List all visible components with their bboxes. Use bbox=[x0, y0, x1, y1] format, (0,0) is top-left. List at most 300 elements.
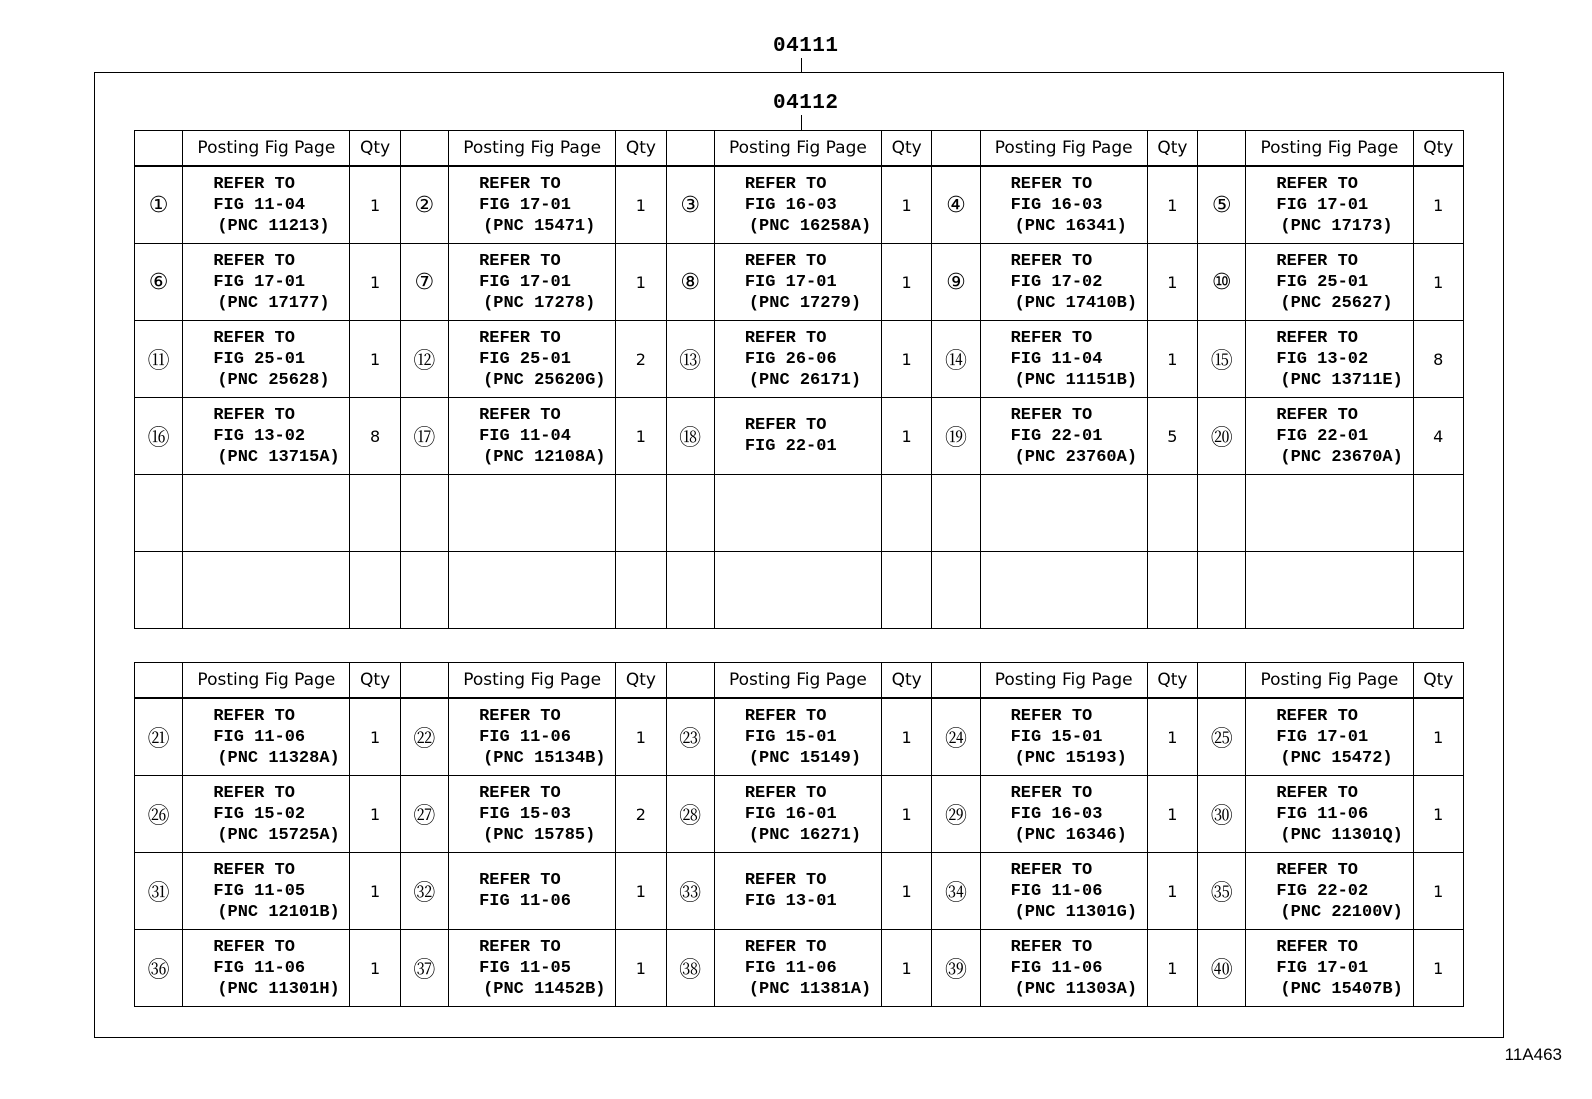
posting-reference bbox=[1246, 244, 1413, 321]
item-number: ㊳ bbox=[666, 930, 714, 1007]
figure-reference: FIG 17-01 bbox=[744, 272, 837, 292]
refer-to-label: REFER TO bbox=[479, 706, 561, 726]
header-posting-fig-page: Posting Fig Page bbox=[449, 131, 616, 167]
posting-reference bbox=[183, 776, 350, 853]
posting-reference bbox=[980, 244, 1147, 321]
posting-reference bbox=[980, 930, 1147, 1007]
posting-reference bbox=[980, 321, 1147, 398]
pnc-reference: (PNC 15407B) bbox=[1280, 979, 1403, 999]
posting-reference bbox=[1246, 321, 1413, 398]
item-number: ⑩ bbox=[1198, 244, 1246, 321]
quantity bbox=[350, 475, 400, 552]
header-qty: Qty bbox=[350, 663, 400, 699]
table-row bbox=[135, 398, 1464, 475]
header-qty: Qty bbox=[1147, 131, 1197, 167]
posting-reference bbox=[183, 930, 350, 1007]
quantity: 1 bbox=[1147, 698, 1197, 776]
item-number: ㉖ bbox=[135, 776, 183, 853]
table-row bbox=[135, 244, 1464, 321]
table-row bbox=[135, 166, 1464, 244]
quantity bbox=[881, 552, 931, 629]
quantity: 4 bbox=[1413, 398, 1464, 475]
figure-reference: FIG 13-02 bbox=[1276, 349, 1369, 369]
quantity: 1 bbox=[881, 166, 931, 244]
figure-reference: FIG 25-01 bbox=[1276, 272, 1369, 292]
item-number: ㉓ bbox=[666, 698, 714, 776]
refer-to-label: REFER TO bbox=[213, 860, 295, 880]
quantity: 1 bbox=[1147, 930, 1197, 1007]
pnc-reference: (PNC 15149) bbox=[748, 748, 862, 768]
header-index-cell bbox=[666, 131, 714, 167]
posting-reference bbox=[449, 244, 616, 321]
quantity bbox=[616, 475, 666, 552]
quantity: 1 bbox=[1147, 321, 1197, 398]
refer-to-label: REFER TO bbox=[744, 328, 827, 348]
refer-to-label: REFER TO bbox=[479, 405, 561, 425]
item-number: ⑭ bbox=[932, 321, 980, 398]
pnc-reference: (PNC 12108A) bbox=[483, 447, 606, 467]
posting-reference bbox=[1246, 552, 1413, 629]
refer-to-label: REFER TO bbox=[1010, 860, 1093, 880]
quantity bbox=[1413, 552, 1464, 629]
parts-table-2 bbox=[134, 662, 1464, 1007]
posting-reference bbox=[714, 930, 881, 1007]
refer-to-label: REFER TO bbox=[213, 783, 295, 803]
item-number: ⑤ bbox=[1198, 166, 1246, 244]
header-row bbox=[135, 663, 1464, 699]
pnc-reference: (PNC 23760A) bbox=[1014, 447, 1138, 467]
quantity bbox=[1147, 475, 1197, 552]
header-qty: Qty bbox=[1413, 131, 1464, 167]
item-number bbox=[135, 475, 183, 552]
posting-reference bbox=[449, 552, 616, 629]
figure-reference: FIG 17-01 bbox=[1276, 195, 1369, 215]
posting-reference bbox=[1246, 853, 1413, 930]
item-number: ⑱ bbox=[666, 398, 714, 475]
figure-reference: FIG 15-01 bbox=[1010, 727, 1103, 747]
figure-reference: FIG 15-01 bbox=[744, 727, 837, 747]
item-number bbox=[400, 552, 448, 629]
header-posting-fig-page: Posting Fig Page bbox=[714, 131, 881, 167]
table-row bbox=[135, 930, 1464, 1007]
figure-reference: FIG 11-06 bbox=[1276, 804, 1369, 824]
item-number: ⑮ bbox=[1198, 321, 1246, 398]
quantity: 1 bbox=[881, 244, 931, 321]
quantity: 2 bbox=[616, 776, 666, 853]
figure-reference: FIG 11-06 bbox=[1010, 958, 1103, 978]
figure-reference: FIG 11-06 bbox=[479, 892, 571, 911]
refer-to-label: REFER TO bbox=[479, 174, 561, 194]
quantity: 1 bbox=[1413, 853, 1464, 930]
item-number: ㉔ bbox=[932, 698, 980, 776]
item-number bbox=[666, 475, 714, 552]
pnc-reference: (PNC 23670A) bbox=[1280, 447, 1403, 467]
posting-reference bbox=[714, 475, 881, 552]
pnc-reference: (PNC 13715A) bbox=[217, 447, 340, 467]
item-number: ㉞ bbox=[932, 853, 980, 930]
refer-to-label: REFER TO bbox=[1276, 860, 1358, 880]
figure-reference: FIG 25-01 bbox=[479, 349, 571, 369]
header-row bbox=[135, 131, 1464, 167]
figure-reference: FIG 22-01 bbox=[744, 437, 837, 456]
posting-reference bbox=[980, 166, 1147, 244]
item-number: ㉒ bbox=[400, 698, 448, 776]
figure-reference: FIG 16-03 bbox=[1010, 804, 1103, 824]
posting-reference bbox=[714, 698, 881, 776]
posting-reference bbox=[449, 930, 616, 1007]
quantity: 1 bbox=[1413, 166, 1464, 244]
posting-reference bbox=[183, 166, 350, 244]
figure-reference: FIG 11-06 bbox=[479, 727, 571, 747]
item-number: ⑨ bbox=[932, 244, 980, 321]
posting-reference bbox=[714, 244, 881, 321]
assembly-code: 04111 bbox=[773, 35, 839, 58]
item-number: ㉚ bbox=[1198, 776, 1246, 853]
posting-reference bbox=[714, 166, 881, 244]
quantity: 1 bbox=[1413, 930, 1464, 1007]
header-posting-fig-page: Posting Fig Page bbox=[1246, 663, 1413, 699]
figure-reference: FIG 17-01 bbox=[1276, 958, 1369, 978]
refer-to-label: REFER TO bbox=[1276, 328, 1358, 348]
header-posting-fig-page: Posting Fig Page bbox=[980, 663, 1147, 699]
header-posting-fig-page: Posting Fig Page bbox=[980, 131, 1147, 167]
pnc-reference: (PNC 11452B) bbox=[483, 979, 606, 999]
pnc-reference: (PNC 11213) bbox=[217, 216, 330, 236]
pnc-reference: (PNC 17410B) bbox=[1014, 293, 1138, 313]
item-number: ㊱ bbox=[135, 930, 183, 1007]
pnc-reference: (PNC 11301H) bbox=[217, 979, 340, 999]
header-qty: Qty bbox=[616, 131, 666, 167]
figure-reference: FIG 11-06 bbox=[213, 958, 306, 978]
figure-reference: FIG 17-01 bbox=[213, 272, 306, 292]
quantity: 1 bbox=[1147, 166, 1197, 244]
posting-reference bbox=[980, 853, 1147, 930]
refer-to-label: REFER TO bbox=[479, 937, 561, 957]
refer-to-label: REFER TO bbox=[213, 174, 295, 194]
refer-to-label: REFER TO bbox=[744, 251, 827, 271]
quantity: 1 bbox=[350, 166, 400, 244]
item-number bbox=[666, 552, 714, 629]
refer-to-label: REFER TO bbox=[1010, 937, 1093, 957]
sub-assembly-code: 04112 bbox=[773, 92, 839, 115]
item-number: ⑥ bbox=[135, 244, 183, 321]
header-index-cell bbox=[932, 131, 980, 167]
refer-to-label: REFER TO bbox=[479, 251, 561, 271]
figure-reference: FIG 25-01 bbox=[213, 349, 306, 369]
pnc-reference: (PNC 25627) bbox=[1280, 293, 1393, 313]
refer-to-label: REFER TO bbox=[744, 416, 827, 435]
table-row bbox=[135, 698, 1464, 776]
item-number: ⑯ bbox=[135, 398, 183, 475]
refer-to-label: REFER TO bbox=[479, 328, 561, 348]
refer-to-label: REFER TO bbox=[1010, 328, 1093, 348]
posting-reference bbox=[980, 398, 1147, 475]
header-index-cell bbox=[400, 663, 448, 699]
figure-reference: FIG 15-03 bbox=[479, 804, 571, 824]
quantity: 1 bbox=[1147, 853, 1197, 930]
item-number: ㉘ bbox=[666, 776, 714, 853]
quantity: 1 bbox=[350, 930, 400, 1007]
pnc-reference: (PNC 26171) bbox=[748, 370, 862, 390]
header-qty: Qty bbox=[881, 131, 931, 167]
figure-reference: FIG 17-02 bbox=[1010, 272, 1103, 292]
pnc-reference: (PNC 15472) bbox=[1280, 748, 1393, 768]
figure-reference: FIG 11-06 bbox=[744, 958, 837, 978]
posting-reference bbox=[183, 244, 350, 321]
posting-reference bbox=[183, 475, 350, 552]
pnc-reference: (PNC 17173) bbox=[1280, 216, 1393, 236]
posting-reference bbox=[449, 321, 616, 398]
pnc-reference: (PNC 11328A) bbox=[217, 748, 340, 768]
quantity: 1 bbox=[1413, 698, 1464, 776]
pnc-reference: (PNC 16271) bbox=[748, 825, 862, 845]
item-number bbox=[1198, 475, 1246, 552]
posting-reference bbox=[714, 853, 881, 930]
figure-reference: FIG 11-04 bbox=[213, 195, 306, 215]
quantity: 1 bbox=[350, 698, 400, 776]
posting-reference bbox=[714, 776, 881, 853]
quantity: 1 bbox=[616, 930, 666, 1007]
item-number: ② bbox=[400, 166, 448, 244]
figure-reference: FIG 16-03 bbox=[1010, 195, 1103, 215]
header-qty: Qty bbox=[881, 663, 931, 699]
quantity: 1 bbox=[616, 853, 666, 930]
quantity bbox=[1147, 552, 1197, 629]
posting-reference bbox=[449, 698, 616, 776]
header-index-cell bbox=[1198, 663, 1246, 699]
figure-id: 11A463 bbox=[1504, 1045, 1562, 1064]
quantity: 1 bbox=[881, 930, 931, 1007]
posting-reference bbox=[1246, 930, 1413, 1007]
item-number: ㉜ bbox=[400, 853, 448, 930]
item-number: ㉝ bbox=[666, 853, 714, 930]
figure-reference: FIG 26-06 bbox=[744, 349, 837, 369]
item-number: ㉑ bbox=[135, 698, 183, 776]
refer-to-label: REFER TO bbox=[744, 783, 827, 803]
posting-reference bbox=[1246, 398, 1413, 475]
pnc-reference: (PNC 11381A) bbox=[748, 979, 872, 999]
pnc-reference: (PNC 16341) bbox=[1014, 216, 1127, 236]
quantity bbox=[616, 552, 666, 629]
quantity: 1 bbox=[881, 776, 931, 853]
pnc-reference: (PNC 16258A) bbox=[748, 216, 872, 236]
header-qty: Qty bbox=[1147, 663, 1197, 699]
header-index-cell bbox=[1198, 131, 1246, 167]
item-number: ⑧ bbox=[666, 244, 714, 321]
item-number: ㊲ bbox=[400, 930, 448, 1007]
posting-reference bbox=[1246, 475, 1413, 552]
pnc-reference: (PNC 15725A) bbox=[217, 825, 340, 845]
quantity: 1 bbox=[881, 698, 931, 776]
refer-to-label: REFER TO bbox=[1276, 405, 1358, 425]
header-index-cell bbox=[666, 663, 714, 699]
quantity: 1 bbox=[1413, 776, 1464, 853]
assembly-leader-line bbox=[801, 58, 802, 72]
item-number: ⑪ bbox=[135, 321, 183, 398]
posting-reference bbox=[980, 698, 1147, 776]
refer-to-label: REFER TO bbox=[744, 871, 827, 890]
figure-reference: FIG 11-04 bbox=[1010, 349, 1103, 369]
posting-reference bbox=[1246, 776, 1413, 853]
posting-reference bbox=[449, 475, 616, 552]
quantity: 1 bbox=[616, 398, 666, 475]
table-row bbox=[135, 853, 1464, 930]
sub-assembly-leader-line bbox=[801, 115, 802, 130]
item-number: ㉛ bbox=[135, 853, 183, 930]
header-qty: Qty bbox=[616, 663, 666, 699]
item-number: ㊴ bbox=[932, 930, 980, 1007]
quantity: 1 bbox=[616, 698, 666, 776]
figure-reference: FIG 11-04 bbox=[479, 426, 571, 446]
pnc-reference: (PNC 17177) bbox=[217, 293, 330, 313]
refer-to-label: REFER TO bbox=[213, 328, 295, 348]
refer-to-label: REFER TO bbox=[213, 937, 295, 957]
quantity: 1 bbox=[881, 321, 931, 398]
pnc-reference: (PNC 12101B) bbox=[217, 902, 340, 922]
quantity: 1 bbox=[350, 776, 400, 853]
header-posting-fig-page: Posting Fig Page bbox=[1246, 131, 1413, 167]
pnc-reference: (PNC 17278) bbox=[483, 293, 596, 313]
posting-reference bbox=[714, 552, 881, 629]
pnc-reference: (PNC 22100V) bbox=[1280, 902, 1403, 922]
pnc-reference: (PNC 15134B) bbox=[483, 748, 606, 768]
pnc-reference: (PNC 25620G) bbox=[483, 370, 606, 390]
quantity bbox=[881, 475, 931, 552]
refer-to-label: REFER TO bbox=[1010, 706, 1093, 726]
posting-reference bbox=[183, 853, 350, 930]
item-number: ㉙ bbox=[932, 776, 980, 853]
header-posting-fig-page: Posting Fig Page bbox=[449, 663, 616, 699]
refer-to-label: REFER TO bbox=[213, 405, 295, 425]
header-qty: Qty bbox=[350, 131, 400, 167]
pnc-reference: (PNC 15471) bbox=[483, 216, 596, 236]
pnc-reference: (PNC 25628) bbox=[217, 370, 330, 390]
quantity: 2 bbox=[616, 321, 666, 398]
item-number: ③ bbox=[666, 166, 714, 244]
posting-reference bbox=[449, 776, 616, 853]
refer-to-label: REFER TO bbox=[744, 937, 827, 957]
pnc-reference: (PNC 11303A) bbox=[1014, 979, 1138, 999]
header-posting-fig-page: Posting Fig Page bbox=[183, 663, 350, 699]
item-number: ㉗ bbox=[400, 776, 448, 853]
item-number: ⑦ bbox=[400, 244, 448, 321]
refer-to-label: REFER TO bbox=[744, 174, 827, 194]
posting-reference bbox=[183, 552, 350, 629]
item-number: ⑬ bbox=[666, 321, 714, 398]
figure-reference: FIG 22-01 bbox=[1276, 426, 1369, 446]
item-number: ④ bbox=[932, 166, 980, 244]
quantity: 1 bbox=[616, 166, 666, 244]
header-index-cell bbox=[135, 131, 183, 167]
item-number: ㊵ bbox=[1198, 930, 1246, 1007]
figure-reference: FIG 22-01 bbox=[1010, 426, 1103, 446]
figure-reference: FIG 11-06 bbox=[1010, 881, 1103, 901]
posting-reference bbox=[1246, 698, 1413, 776]
refer-to-label: REFER TO bbox=[1276, 783, 1358, 803]
pnc-reference: (PNC 13711E) bbox=[1280, 370, 1403, 390]
pnc-reference: (PNC 15785) bbox=[483, 825, 596, 845]
refer-to-label: REFER TO bbox=[1010, 174, 1093, 194]
posting-reference bbox=[183, 698, 350, 776]
refer-to-label: REFER TO bbox=[213, 706, 295, 726]
header-index-cell bbox=[135, 663, 183, 699]
posting-reference bbox=[980, 552, 1147, 629]
pnc-reference: (PNC 11301Q) bbox=[1280, 825, 1403, 845]
quantity bbox=[350, 552, 400, 629]
figure-reference: FIG 15-02 bbox=[213, 804, 306, 824]
refer-to-label: REFER TO bbox=[1010, 405, 1093, 425]
header-posting-fig-page: Posting Fig Page bbox=[714, 663, 881, 699]
item-number: ① bbox=[135, 166, 183, 244]
item-number bbox=[400, 475, 448, 552]
item-number: ⑲ bbox=[932, 398, 980, 475]
pnc-reference: (PNC 11301G) bbox=[1014, 902, 1138, 922]
quantity: 1 bbox=[350, 244, 400, 321]
quantity: 1 bbox=[1147, 776, 1197, 853]
quantity: 1 bbox=[1147, 244, 1197, 321]
figure-reference: FIG 11-05 bbox=[213, 881, 306, 901]
quantity: 1 bbox=[1413, 244, 1464, 321]
quantity: 1 bbox=[350, 321, 400, 398]
header-posting-fig-page: Posting Fig Page bbox=[183, 131, 350, 167]
table-row bbox=[135, 321, 1464, 398]
posting-reference bbox=[1246, 166, 1413, 244]
quantity: 5 bbox=[1147, 398, 1197, 475]
table-row bbox=[135, 776, 1464, 853]
refer-to-label: REFER TO bbox=[213, 251, 295, 271]
quantity: 1 bbox=[616, 244, 666, 321]
posting-reference bbox=[449, 853, 616, 930]
refer-to-label: REFER TO bbox=[1276, 937, 1358, 957]
posting-reference bbox=[980, 776, 1147, 853]
posting-reference bbox=[714, 398, 881, 475]
figure-reference: FIG 17-01 bbox=[479, 195, 571, 215]
refer-to-label: REFER TO bbox=[1276, 251, 1358, 271]
parts-table-1 bbox=[134, 130, 1464, 629]
quantity: 1 bbox=[350, 853, 400, 930]
item-number bbox=[932, 475, 980, 552]
figure-reference: FIG 13-02 bbox=[213, 426, 306, 446]
figure-reference: FIG 13-01 bbox=[744, 892, 837, 911]
posting-reference bbox=[183, 321, 350, 398]
refer-to-label: REFER TO bbox=[1276, 174, 1358, 194]
table-row bbox=[135, 552, 1464, 629]
header-qty: Qty bbox=[1413, 663, 1464, 699]
refer-to-label: REFER TO bbox=[1010, 251, 1093, 271]
refer-to-label: REFER TO bbox=[479, 871, 561, 890]
quantity bbox=[1413, 475, 1464, 552]
pnc-reference: (PNC 16346) bbox=[1014, 825, 1127, 845]
item-number: ⑳ bbox=[1198, 398, 1246, 475]
quantity: 8 bbox=[350, 398, 400, 475]
pnc-reference: (PNC 15193) bbox=[1014, 748, 1127, 768]
posting-reference bbox=[449, 166, 616, 244]
pnc-reference: (PNC 17279) bbox=[748, 293, 862, 313]
header-index-cell bbox=[400, 131, 448, 167]
quantity: 1 bbox=[881, 853, 931, 930]
posting-reference bbox=[183, 398, 350, 475]
figure-reference: FIG 16-03 bbox=[744, 195, 837, 215]
refer-to-label: REFER TO bbox=[1010, 783, 1093, 803]
figure-reference: FIG 11-05 bbox=[479, 958, 571, 978]
item-number: ⑫ bbox=[400, 321, 448, 398]
refer-to-label: REFER TO bbox=[744, 706, 827, 726]
figure-reference: FIG 22-02 bbox=[1276, 881, 1369, 901]
posting-reference bbox=[714, 321, 881, 398]
refer-to-label: REFER TO bbox=[1276, 706, 1358, 726]
item-number bbox=[135, 552, 183, 629]
header-index-cell bbox=[932, 663, 980, 699]
